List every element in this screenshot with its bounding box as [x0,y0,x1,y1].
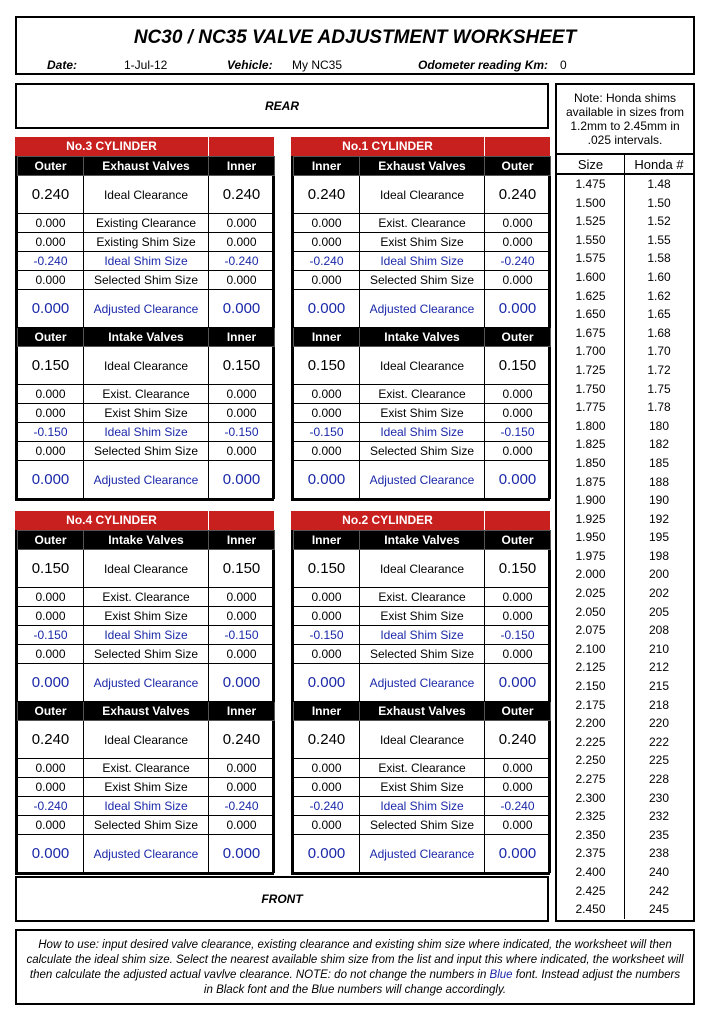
existing-shim-size-value[interactable]: 0.000 [18,233,84,252]
shim-size-cell: 2.450 [575,902,606,917]
selected-shim-size-value[interactable]: 0.000 [294,442,360,461]
odometer-value[interactable]: 0 [560,58,567,72]
honda-number-cell: 1.52 [647,214,671,229]
honda-number-cell: 215 [648,679,670,694]
shim-size-cell: 2.250 [575,753,606,768]
ideal-shim-size-value: -0.150 [294,626,360,645]
ideal-clearance-value[interactable]: 0.150 [485,347,551,385]
shim-size-cell: 1.675 [575,325,606,340]
instructions-box [15,929,695,1005]
existing-shim-size-label: Exist Shim Size [360,607,485,626]
existing-shim-size-label: Exist Shim Size [360,404,485,423]
existing-clearance-label: Exist. Clearance [360,759,485,778]
existing-clearance-value[interactable]: 0.000 [294,385,360,404]
column-header: Intake Valves [360,328,485,347]
ideal-shim-size-value: -0.240 [485,252,551,271]
adjusted-clearance-label: Adjusted Clearance [360,290,485,328]
shim-size-cell: 2.125 [575,660,606,675]
existing-clearance-value[interactable]: 0.000 [18,385,84,404]
existing-shim-size-value[interactable]: 0.000 [294,607,360,626]
ideal-clearance-label: Ideal Clearance [360,347,485,385]
ideal-shim-size-label: Ideal Shim Size [84,797,209,816]
existing-shim-size-value[interactable]: 0.000 [209,233,275,252]
size-column [557,175,625,919]
honda-number-cell: 1.60 [647,269,671,284]
adjusted-clearance-value: 0.000 [294,461,360,499]
selected-shim-size-label: Selected Shim Size [360,645,485,664]
column-header: Inner [294,531,360,550]
ideal-clearance-label: Ideal Clearance [84,176,209,214]
existing-shim-size-value[interactable]: 0.000 [294,404,360,423]
shim-size-cell: 2.375 [575,846,606,861]
ideal-clearance-value[interactable]: 0.240 [485,721,551,759]
ideal-clearance-value[interactable]: 0.240 [485,176,551,214]
existing-shim-size-value[interactable]: 0.000 [485,404,551,423]
cylinder-4-block [15,511,274,875]
ideal-clearance-value[interactable]: 0.150 [209,550,275,588]
shim-size-cell: 2.275 [575,772,606,786]
ideal-shim-size-value: -0.150 [209,423,275,442]
existing-clearance-value[interactable]: 0.000 [485,759,551,778]
shim-size-cell: 1.975 [575,548,606,563]
adjusted-clearance-value: 0.000 [485,461,551,499]
selected-shim-size-value[interactable]: 0.000 [18,816,84,835]
shim-size-table [555,155,695,922]
column-header: Inner [209,157,275,176]
shim-size-cell: 2.225 [575,734,606,749]
column-header: Inner [209,328,275,347]
adjusted-clearance-label: Adjusted Clearance [84,461,209,499]
existing-shim-size-value[interactable]: 0.000 [485,233,551,252]
shim-size-cell: 1.825 [575,437,606,452]
adjusted-clearance-value: 0.000 [485,664,551,702]
honda-number-cell: 192 [648,511,670,526]
ideal-shim-size-label: Ideal Shim Size [360,626,485,645]
existing-clearance-label: Existing Clearance [84,214,209,233]
column-header: Inner [294,328,360,347]
existing-shim-size-value[interactable]: 0.000 [209,404,275,423]
cylinder-2-block [291,511,550,875]
existing-shim-size-value[interactable]: 0.000 [209,607,275,626]
shim-size-cell: 1.925 [575,511,606,526]
honda-number-cell: 1.50 [647,195,671,210]
honda-number-cell: 1.78 [647,400,671,415]
shim-size-cell: 1.725 [575,362,606,377]
ideal-shim-size-value: -0.150 [485,423,551,442]
column-header: Outer [485,328,551,347]
selected-shim-size-label: Selected Shim Size [360,816,485,835]
cylinder-3-block [15,137,274,501]
ideal-shim-size-value: -0.240 [209,252,275,271]
ideal-clearance-label: Ideal Clearance [360,176,485,214]
shim-size-cell: 1.625 [575,288,606,303]
column-header: Outer [485,531,551,550]
adjusted-clearance-value: 0.000 [485,290,551,328]
shim-size-cell: 2.025 [575,586,606,601]
adjusted-clearance-label: Adjusted Clearance [84,664,209,702]
adjusted-clearance-label: Adjusted Clearance [360,461,485,499]
selected-shim-size-label: Selected Shim Size [84,816,209,835]
existing-clearance-value[interactable]: 0.000 [209,214,275,233]
ideal-clearance-value[interactable]: 0.150 [485,550,551,588]
column-header: Inner [294,702,360,721]
honda-column [625,175,693,919]
shim-size-cell: 2.400 [575,864,606,879]
column-header: Inner [294,157,360,176]
selected-shim-size-label: Selected Shim Size [84,645,209,664]
honda-number-cell: 1.72 [647,362,671,377]
ideal-shim-size-value: -0.240 [294,797,360,816]
shim-size-cell: 1.525 [575,214,606,229]
honda-number-cell: 185 [648,455,670,470]
adjusted-clearance-label: Adjusted Clearance [360,664,485,702]
ideal-clearance-value[interactable]: 0.150 [18,347,84,385]
column-header: Exhaust Valves [360,157,485,176]
existing-shim-size-value[interactable]: 0.000 [18,404,84,423]
existing-clearance-value[interactable]: 0.000 [485,214,551,233]
selected-shim-size-value[interactable]: 0.000 [209,442,275,461]
shim-size-cell: 2.300 [575,790,606,805]
column-header: Inner [209,531,275,550]
shim-size-cell: 2.075 [575,623,606,638]
ideal-clearance-value[interactable]: 0.150 [294,347,360,385]
selected-shim-size-value[interactable]: 0.000 [18,271,84,290]
existing-clearance-value[interactable]: 0.000 [209,385,275,404]
existing-clearance-value[interactable]: 0.000 [294,214,360,233]
existing-shim-size-label: Exist Shim Size [84,778,209,797]
column-header: Exhaust Valves [84,702,209,721]
ideal-shim-size-label: Ideal Shim Size [360,423,485,442]
existing-clearance-value[interactable]: 0.000 [18,759,84,778]
ideal-clearance-value[interactable]: 0.240 [294,721,360,759]
shim-size-cell: 2.200 [575,716,606,731]
honda-number-cell: 238 [648,846,670,861]
page-title: NC30 / NC35 VALVE ADJUSTMENT WORKSHEET [133,27,577,48]
selected-shim-size-label: Selected Shim Size [360,442,485,461]
selected-shim-size-value[interactable]: 0.000 [485,645,551,664]
date-label: Date: [47,58,78,72]
ideal-clearance-value[interactable]: 0.240 [18,176,84,214]
honda-number-cell: 180 [648,418,670,433]
cylinder-title: No.1 CYLINDER [342,139,433,153]
column-header: Outer [18,157,84,176]
ideal-shim-size-label: Ideal Shim Size [84,252,209,271]
existing-shim-size-label: Existing Shim Size [84,233,209,252]
ideal-shim-size-value: -0.240 [485,797,551,816]
adjusted-clearance-value: 0.000 [18,835,84,873]
selected-shim-size-value[interactable]: 0.000 [209,271,275,290]
ideal-clearance-value[interactable]: 0.240 [294,176,360,214]
existing-shim-size-value[interactable]: 0.000 [294,233,360,252]
column-header: Intake Valves [84,328,209,347]
ideal-shim-size-value: -0.150 [18,423,84,442]
shim-size-cell: 2.325 [575,809,606,824]
shim-size-cell: 2.425 [575,883,606,898]
honda-number-cell: 242 [648,883,670,898]
existing-clearance-value[interactable]: 0.000 [18,588,84,607]
adjusted-clearance-value: 0.000 [209,290,275,328]
honda-number-cell: 228 [648,772,670,786]
rear-label: REAR [264,99,299,113]
shim-size-cell: 1.875 [575,474,606,489]
honda-number-cell: 1.62 [647,288,671,303]
honda-number-cell: 1.55 [647,232,671,247]
instructions-blue-word: Blue [489,969,513,981]
ideal-shim-size-value: -0.150 [18,626,84,645]
adjusted-clearance-value: 0.000 [294,290,360,328]
existing-shim-size-label: Exist Shim Size [84,607,209,626]
ideal-clearance-value[interactable]: 0.150 [209,347,275,385]
column-header: Exhaust Valves [84,157,209,176]
honda-number-cell: 188 [648,474,670,489]
shim-size-cell: 1.750 [575,381,606,396]
vehicle-label: Vehicle: [227,58,273,72]
column-header: Outer [485,157,551,176]
existing-clearance-value[interactable]: 0.000 [209,759,275,778]
existing-clearance-value[interactable]: 0.000 [18,214,84,233]
selected-shim-size-value[interactable]: 0.000 [485,816,551,835]
honda-number-cell: 220 [648,716,670,731]
date-value[interactable]: 1-Jul-12 [124,58,168,72]
existing-clearance-value[interactable]: 0.000 [294,588,360,607]
honda-number-cell: 245 [648,902,670,917]
existing-clearance-value[interactable]: 0.000 [294,759,360,778]
ideal-clearance-value[interactable]: 0.240 [209,176,275,214]
existing-shim-size-label: Exist Shim Size [360,233,485,252]
ideal-shim-size-label: Ideal Shim Size [360,797,485,816]
ideal-shim-size-label: Ideal Shim Size [84,423,209,442]
honda-number-cell: 210 [648,641,670,656]
ideal-clearance-label: Ideal Clearance [360,550,485,588]
shim-size-cell: 2.175 [575,697,606,712]
adjusted-clearance-value: 0.000 [294,664,360,702]
shim-size-cell: 2.050 [575,604,606,619]
shim-size-cell: 1.575 [575,251,606,266]
ideal-clearance-value[interactable]: 0.240 [18,721,84,759]
honda-number-cell: 190 [648,493,670,508]
shim-size-cell: 1.950 [575,530,606,545]
selected-shim-size-value[interactable]: 0.000 [209,645,275,664]
adjusted-clearance-value: 0.000 [294,835,360,873]
honda-number-cell: 1.75 [647,381,671,396]
column-header: Exhaust Valves [360,702,485,721]
shim-size-cell: 1.850 [575,455,606,470]
honda-number-cell: 232 [648,809,670,824]
selected-shim-size-label: Selected Shim Size [84,442,209,461]
column-header: Intake Valves [84,531,209,550]
ideal-clearance-value[interactable]: 0.150 [294,550,360,588]
ideal-clearance-label: Ideal Clearance [84,347,209,385]
existing-clearance-label: Exist. Clearance [84,385,209,404]
existing-shim-size-value[interactable]: 0.000 [209,778,275,797]
honda-number-cell: 200 [648,567,670,582]
honda-number-cell: 235 [648,827,670,842]
honda-number-cell: 1.48 [647,177,671,191]
adjusted-clearance-value: 0.000 [18,290,84,328]
honda-number-cell: 212 [648,660,670,675]
shim-size-cell: 1.800 [575,418,606,433]
honda-number-cell: 1.65 [647,307,671,322]
cylinder-1-block [291,137,550,501]
adjusted-clearance-value: 0.000 [485,835,551,873]
ideal-shim-size-value: -0.240 [18,252,84,271]
ideal-shim-size-label: Ideal Shim Size [84,626,209,645]
shim-size-cell: 1.650 [575,307,606,322]
shim-size-cell: 1.700 [575,344,606,359]
honda-number-cell: 225 [648,753,670,768]
selected-shim-size-value[interactable]: 0.000 [294,645,360,664]
adjusted-clearance-label: Adjusted Clearance [360,835,485,873]
shim-size-cell: 2.150 [575,679,606,694]
selected-shim-size-value[interactable]: 0.000 [485,271,551,290]
selected-shim-size-value[interactable]: 0.000 [294,271,360,290]
rear-banner [15,83,549,129]
worksheet-header [15,16,695,75]
shim-size-cell: 1.775 [575,400,606,415]
adjusted-clearance-value: 0.000 [18,461,84,499]
vehicle-value[interactable]: My NC35 [292,58,343,72]
shim-size-cell: 2.350 [575,827,606,842]
instructions-text-1: How to use: input desired valve clearance, existing clearance and existing shim size where indicated, the worksheet will then calculate the ideal shim size. Select the nearest available shim size from the list and input this where indicated, the worksheet will then calculate the adjusted actual vavlve clearance. NOTE: do not change the numbers in [26,939,684,981]
adjusted-clearance-value: 0.000 [209,664,275,702]
existing-shim-size-value[interactable]: 0.000 [18,778,84,797]
selected-shim-size-value[interactable]: 0.000 [18,645,84,664]
adjusted-clearance-value: 0.000 [209,461,275,499]
existing-shim-size-value[interactable]: 0.000 [485,778,551,797]
adjusted-clearance-label: Adjusted Clearance [84,835,209,873]
existing-clearance-label: Exist. Clearance [84,759,209,778]
ideal-shim-size-value: -0.240 [209,797,275,816]
selected-shim-size-label: Selected Shim Size [84,271,209,290]
ideal-shim-size-value: -0.150 [209,626,275,645]
honda-number-cell: 240 [648,864,670,879]
existing-clearance-value[interactable]: 0.000 [485,385,551,404]
ideal-clearance-label: Ideal Clearance [360,721,485,759]
honda-number-cell: 230 [648,790,670,805]
adjusted-clearance-value: 0.000 [18,664,84,702]
honda-number-cell: 208 [648,623,670,638]
shim-size-cell: 2.000 [575,567,606,582]
existing-shim-size-value[interactable]: 0.000 [485,607,551,626]
shim-size-cell: 1.900 [575,493,606,508]
honda-number-cell: 198 [648,548,670,563]
existing-shim-size-label: Exist Shim Size [360,778,485,797]
existing-clearance-label: Exist. Clearance [84,588,209,607]
honda-number-cell: 222 [648,734,670,749]
size-column-header: Size [557,155,625,173]
ideal-shim-size-value: -0.240 [294,252,360,271]
existing-shim-size-value[interactable]: 0.000 [294,778,360,797]
shim-size-cell: 2.100 [575,641,606,656]
selected-shim-size-value[interactable]: 0.000 [294,816,360,835]
cylinder-title: No.4 CYLINDER [66,513,157,527]
ideal-clearance-value[interactable]: 0.150 [18,550,84,588]
existing-shim-size-label: Exist Shim Size [84,404,209,423]
ideal-clearance-label: Ideal Clearance [84,721,209,759]
ideal-shim-size-value: -0.240 [18,797,84,816]
existing-clearance-label: Exist. Clearance [360,385,485,404]
adjusted-clearance-label: Adjusted Clearance [84,290,209,328]
cylinder-title: No.2 CYLINDER [342,513,433,527]
ideal-shim-size-value: -0.150 [485,626,551,645]
column-header: Inner [209,702,275,721]
odometer-label: Odometer reading Km: [418,58,549,72]
column-header: Outer [485,702,551,721]
honda-number-cell: 182 [648,437,670,452]
honda-number-cell: 195 [648,530,670,545]
column-header: Outer [18,702,84,721]
selected-shim-size-value[interactable]: 0.000 [209,816,275,835]
shim-size-cell: 1.475 [575,177,606,191]
honda-number-cell: 1.70 [647,344,671,359]
selected-shim-size-value[interactable]: 0.000 [18,442,84,461]
honda-number-cell: 218 [648,697,670,712]
shim-size-cell: 1.600 [575,269,606,284]
selected-shim-size-label: Selected Shim Size [360,271,485,290]
honda-number-cell: 202 [648,586,670,601]
ideal-shim-size-label: Ideal Shim Size [360,252,485,271]
ideal-clearance-value[interactable]: 0.240 [209,721,275,759]
front-label: FRONT [261,892,303,906]
selected-shim-size-value[interactable]: 0.000 [485,442,551,461]
existing-clearance-label: Exist. Clearance [360,214,485,233]
ideal-shim-size-value: -0.150 [294,423,360,442]
instructions-text-2: font. Instead adjust the numbers in Black font and the Blue numbers will change accordingly. [203,969,681,996]
ideal-clearance-label: Ideal Clearance [84,550,209,588]
honda-number-cell: 1.58 [647,251,671,266]
honda-number-cell: 1.68 [647,325,671,340]
honda-column-header: Honda # [634,157,684,172]
honda-number-cell: 205 [648,604,670,619]
shim-size-cell: 1.500 [575,195,606,210]
shim-size-cell: 1.550 [575,232,606,247]
existing-clearance-value[interactable]: 0.000 [209,588,275,607]
existing-shim-size-value[interactable]: 0.000 [18,607,84,626]
column-header: Intake Valves [360,531,485,550]
cylinder-title: No.3 CYLINDER [66,139,157,153]
existing-clearance-label: Exist. Clearance [360,588,485,607]
shim-note: Note: Honda shims available in sizes from 1.2mm to 2.45mm in .025 intervals. [555,83,695,155]
front-banner [15,876,549,922]
column-header: Outer [18,531,84,550]
existing-clearance-value[interactable]: 0.000 [485,588,551,607]
column-header: Outer [18,328,84,347]
adjusted-clearance-value: 0.000 [209,835,275,873]
